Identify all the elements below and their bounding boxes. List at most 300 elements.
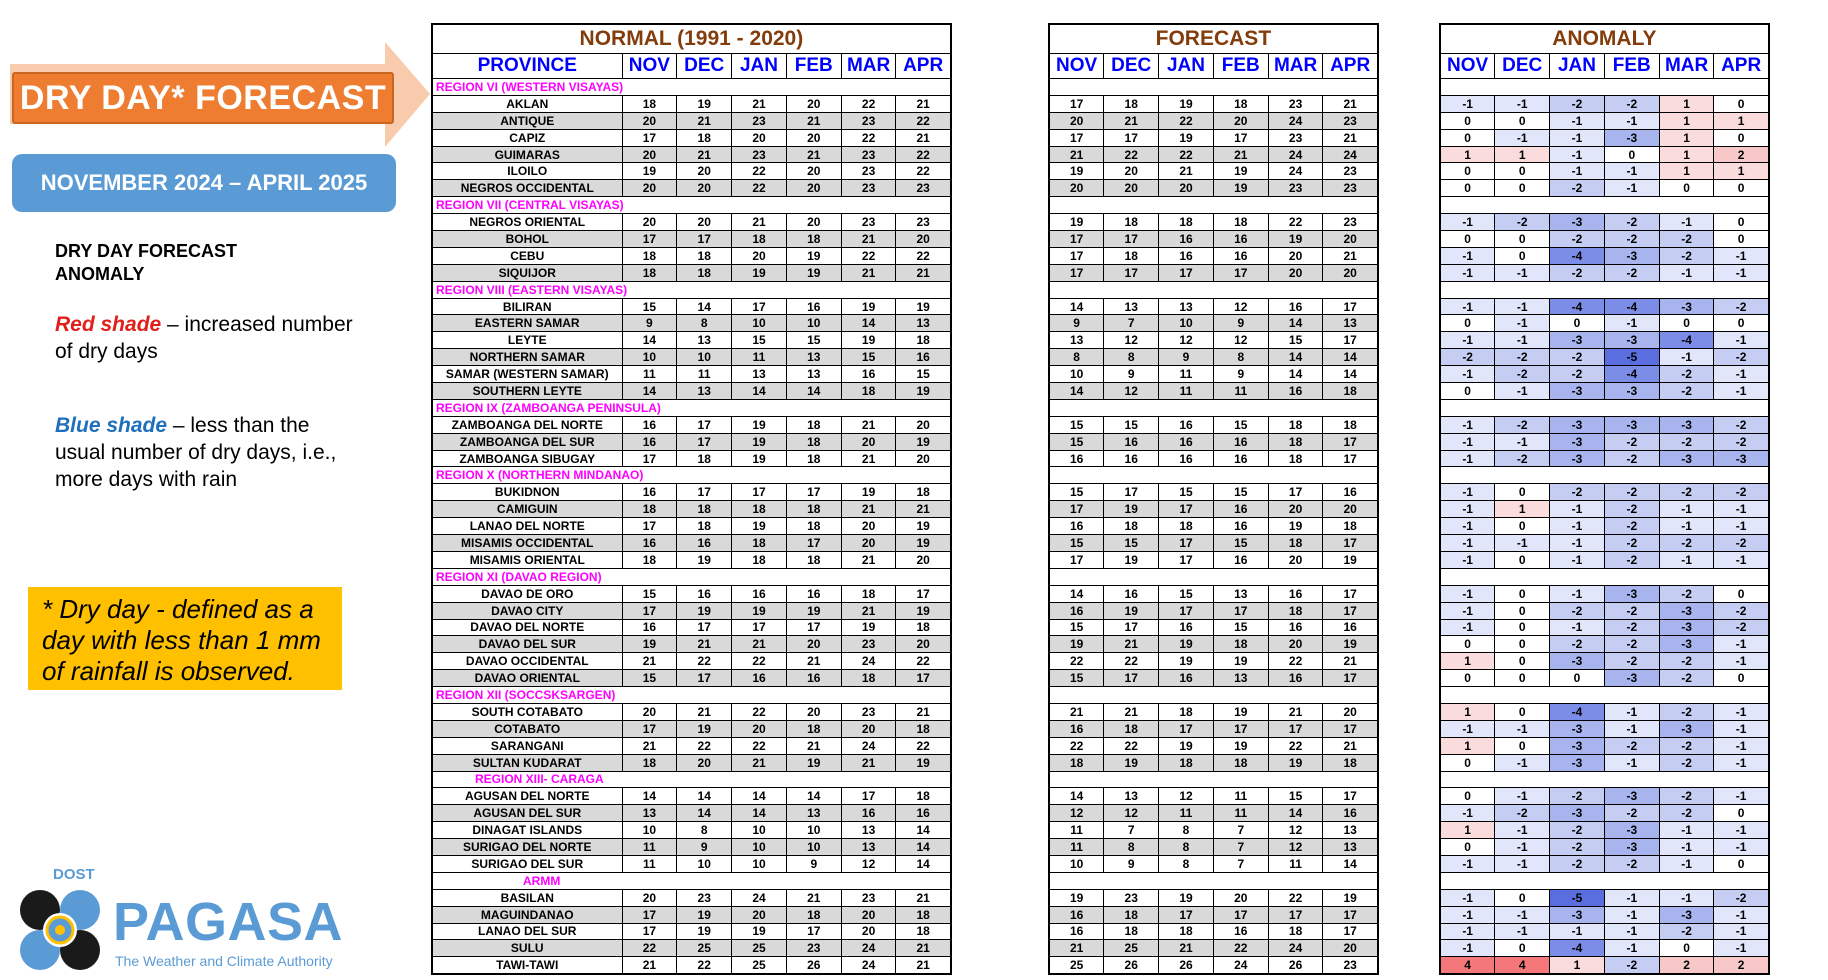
forecast-month-header: JAN	[1159, 54, 1214, 79]
table-row	[1049, 703, 1378, 720]
normal-value-cell: 18	[732, 551, 787, 568]
table-row	[1049, 112, 1378, 129]
forecast-value-cell: 16	[1213, 551, 1268, 568]
anomaly-value-cell: -3	[1659, 450, 1714, 467]
anomaly-header-row	[1440, 54, 1769, 79]
table-row	[432, 754, 951, 771]
normal-value-cell: 19	[622, 163, 677, 180]
normal-value-cell: 20	[732, 129, 787, 146]
forecast-value-cell: 17	[1213, 720, 1268, 737]
table-row	[432, 129, 951, 146]
anomaly-value-cell: -1	[1550, 163, 1605, 180]
province-name: SARANGANI	[432, 737, 622, 754]
forecast-value-cell: 9	[1104, 366, 1159, 383]
forecast-value-cell: 11	[1213, 788, 1268, 805]
normal-value-cell: 19	[732, 416, 787, 433]
region-spacer	[1049, 79, 1378, 96]
normal-value-cell: 17	[732, 484, 787, 501]
table-row	[432, 518, 951, 535]
region-spacer	[1440, 399, 1769, 416]
anomaly-value-cell: -1	[1714, 518, 1769, 535]
normal-value-cell: 20	[841, 720, 896, 737]
table-row	[1049, 670, 1378, 687]
normal-value-cell: 15	[786, 332, 841, 349]
anomaly-value-cell: -1	[1440, 923, 1495, 940]
forecast-value-cell: 26	[1159, 957, 1214, 974]
forecast-value-cell: 9	[1104, 855, 1159, 872]
province-name: ZAMBOANGA DEL NORTE	[432, 416, 622, 433]
forecast-value-cell: 18	[1268, 535, 1323, 552]
forecast-value-cell: 14	[1049, 383, 1104, 400]
province-name: LANAO DEL NORTE	[432, 518, 622, 535]
forecast-value-cell: 18	[1104, 518, 1159, 535]
table-row	[1440, 788, 1769, 805]
normal-month-header: FEB	[786, 54, 841, 79]
forecast-value-cell: 12	[1268, 839, 1323, 856]
normal-value-cell: 21	[786, 112, 841, 129]
pagasa-wordmark: PAGASA	[113, 892, 344, 952]
province-name: MAGUINDANAO	[432, 906, 622, 923]
table-row	[1440, 231, 1769, 248]
forecast-value-cell: 20	[1159, 180, 1214, 197]
region-name: REGION VII (CENTRAL VISAYAS)	[432, 197, 951, 214]
region-spacer	[1440, 197, 1769, 214]
normal-value-cell: 19	[841, 619, 896, 636]
table-row	[432, 247, 951, 264]
normal-value-cell: 14	[786, 383, 841, 400]
normal-header-row	[432, 54, 951, 79]
forecast-value-cell: 17	[1323, 670, 1378, 687]
forecast-value-cell: 19	[1213, 163, 1268, 180]
legend-red	[55, 311, 355, 365]
normal-value-cell: 13	[896, 315, 951, 332]
forecast-table	[1048, 23, 1379, 975]
anomaly-value-cell: -2	[1550, 180, 1605, 197]
forecast-value-cell: 15	[1049, 433, 1104, 450]
table-row	[1440, 95, 1769, 112]
anomaly-value-cell: -1	[1440, 906, 1495, 923]
normal-value-cell: 20	[841, 535, 896, 552]
forecast-value-cell: 17	[1213, 129, 1268, 146]
forecast-value-cell: 17	[1159, 551, 1214, 568]
pagasa-logo	[18, 866, 378, 978]
anomaly-value-cell: -2	[1440, 349, 1495, 366]
forecast-value-cell: 19	[1104, 551, 1159, 568]
normal-value-cell: 17	[677, 231, 732, 248]
normal-value-cell: 16	[622, 484, 677, 501]
forecast-value-cell: 23	[1323, 214, 1378, 231]
anomaly-value-cell: -2	[1604, 535, 1659, 552]
legend-blue	[55, 412, 355, 493]
forecast-value-cell: 16	[1323, 619, 1378, 636]
province-name: BOHOL	[432, 231, 622, 248]
anomaly-value-cell: 0	[1550, 315, 1605, 332]
forecast-value-cell: 17	[1049, 231, 1104, 248]
anomaly-value-cell: -1	[1440, 535, 1495, 552]
forecast-value-cell: 20	[1268, 636, 1323, 653]
anomaly-value-cell: -1	[1495, 720, 1550, 737]
province-name: GUIMARAS	[432, 146, 622, 163]
normal-value-cell: 18	[786, 416, 841, 433]
region-name: REGION XI (DAVAO REGION)	[432, 568, 951, 585]
forecast-value-cell: 21	[1049, 940, 1104, 957]
normal-value-cell: 19	[786, 247, 841, 264]
normal-value-cell: 14	[622, 332, 677, 349]
table-row	[1049, 332, 1378, 349]
table-row	[1049, 653, 1378, 670]
table-row	[1440, 923, 1769, 940]
normal-value-cell: 20	[622, 146, 677, 163]
anomaly-value-cell: -1	[1604, 940, 1659, 957]
normal-value-cell: 17	[622, 129, 677, 146]
province-name: SIQUIJOR	[432, 264, 622, 281]
forecast-value-cell: 13	[1213, 585, 1268, 602]
forecast-value-cell: 15	[1213, 619, 1268, 636]
anomaly-value-cell: -2	[1550, 484, 1605, 501]
table-row	[1049, 180, 1378, 197]
anomaly-value-cell: 0	[1659, 315, 1714, 332]
table-row	[432, 906, 951, 923]
normal-value-cell: 18	[622, 754, 677, 771]
anomaly-value-cell: -2	[1604, 450, 1659, 467]
anomaly-value-cell: -1	[1714, 653, 1769, 670]
normal-value-cell: 16	[622, 416, 677, 433]
table-row	[432, 383, 951, 400]
normal-value-cell: 17	[732, 619, 787, 636]
anomaly-value-cell: 0	[1495, 653, 1550, 670]
anomaly-value-cell: -1	[1440, 416, 1495, 433]
region-row	[432, 399, 951, 416]
table-row	[1049, 535, 1378, 552]
anomaly-value-cell: -1	[1714, 636, 1769, 653]
dost-label: DOST	[53, 866, 95, 883]
anomaly-value-cell: -2	[1550, 636, 1605, 653]
forecast-value-cell: 12	[1159, 788, 1214, 805]
region-spacer	[1440, 687, 1769, 704]
normal-value-cell: 16	[732, 670, 787, 687]
table-row	[1440, 146, 1769, 163]
normal-value-cell: 25	[677, 940, 732, 957]
forecast-value-cell: 15	[1159, 585, 1214, 602]
forecast-value-cell: 21	[1323, 95, 1378, 112]
province-name: ZAMBOANGA DEL SUR	[432, 433, 622, 450]
normal-value-cell: 20	[786, 214, 841, 231]
forecast-value-cell: 19	[1159, 129, 1214, 146]
forecast-value-cell: 17	[1049, 551, 1104, 568]
table-row	[1440, 366, 1769, 383]
anomaly-value-cell: -1	[1604, 112, 1659, 129]
anomaly-value-cell: 0	[1440, 163, 1495, 180]
forecast-value-cell: 12	[1049, 805, 1104, 822]
anomaly-value-cell: 0	[1714, 585, 1769, 602]
forecast-value-cell: 18	[1213, 754, 1268, 771]
anomaly-value-cell: -2	[1714, 602, 1769, 619]
forecast-value-cell: 11	[1268, 855, 1323, 872]
forecast-value-cell: 17	[1159, 720, 1214, 737]
normal-value-cell: 19	[732, 602, 787, 619]
table-row	[432, 788, 951, 805]
region-row	[1440, 568, 1769, 585]
table-row	[1440, 839, 1769, 856]
normal-value-cell: 22	[732, 163, 787, 180]
forecast-value-cell: 16	[1049, 906, 1104, 923]
anomaly-value-cell: -1	[1604, 923, 1659, 940]
normal-value-cell: 21	[896, 889, 951, 906]
normal-value-cell: 21	[896, 940, 951, 957]
table-row	[1049, 433, 1378, 450]
normal-value-cell: 16	[786, 585, 841, 602]
anomaly-value-cell: -1	[1604, 703, 1659, 720]
province-name: LEYTE	[432, 332, 622, 349]
anomaly-value-cell: -1	[1440, 484, 1495, 501]
table-row	[1440, 822, 1769, 839]
anomaly-value-cell: -2	[1604, 95, 1659, 112]
table-row	[432, 822, 951, 839]
forecast-value-cell: 18	[1323, 518, 1378, 535]
anomaly-value-cell: -2	[1604, 602, 1659, 619]
region-row	[1440, 771, 1769, 788]
forecast-value-cell: 12	[1104, 805, 1159, 822]
normal-value-cell: 19	[896, 433, 951, 450]
forecast-value-cell: 14	[1268, 315, 1323, 332]
table-row	[432, 214, 951, 231]
anomaly-value-cell: -3	[1659, 602, 1714, 619]
anomaly-value-cell: 0	[1495, 231, 1550, 248]
forecast-value-cell: 18	[1268, 450, 1323, 467]
normal-value-cell: 16	[841, 805, 896, 822]
table-row	[1049, 923, 1378, 940]
normal-value-cell: 20	[786, 703, 841, 720]
anomaly-value-cell: -1	[1714, 703, 1769, 720]
table-row	[1440, 450, 1769, 467]
anomaly-value-cell: -1	[1714, 906, 1769, 923]
anomaly-value-cell: -3	[1604, 788, 1659, 805]
table-row	[432, 450, 951, 467]
normal-value-cell: 22	[732, 653, 787, 670]
forecast-value-cell: 17	[1323, 298, 1378, 315]
anomaly-value-cell: -3	[1659, 416, 1714, 433]
normal-value-cell: 14	[896, 855, 951, 872]
anomaly-value-cell: -1	[1550, 551, 1605, 568]
forecast-value-cell: 10	[1159, 315, 1214, 332]
anomaly-value-cell: -2	[1659, 366, 1714, 383]
anomaly-value-cell: 0	[1495, 518, 1550, 535]
anomaly-value-cell: 0	[1495, 670, 1550, 687]
anomaly-value-cell: -2	[1604, 636, 1659, 653]
anomaly-value-cell: -2	[1604, 484, 1659, 501]
forecast-value-cell: 20	[1323, 231, 1378, 248]
anomaly-value-cell: 0	[1550, 670, 1605, 687]
anomaly-value-cell: -1	[1659, 349, 1714, 366]
forecast-value-cell: 15	[1213, 416, 1268, 433]
normal-value-cell: 17	[622, 231, 677, 248]
legend-red-desc: – increased number of dry days	[55, 313, 353, 363]
normal-value-cell: 10	[732, 315, 787, 332]
forecast-value-cell: 9	[1213, 366, 1268, 383]
forecast-value-cell: 23	[1268, 180, 1323, 197]
normal-value-cell: 22	[732, 737, 787, 754]
forecast-value-cell: 7	[1104, 822, 1159, 839]
anomaly-value-cell: -1	[1495, 129, 1550, 146]
forecast-value-cell: 16	[1159, 231, 1214, 248]
normal-value-cell: 19	[732, 450, 787, 467]
table-row	[1440, 264, 1769, 281]
normal-value-cell: 13	[841, 839, 896, 856]
normal-value-cell: 20	[786, 163, 841, 180]
normal-value-cell: 14	[841, 315, 896, 332]
forecast-value-cell: 10	[1049, 366, 1104, 383]
legend-blue-desc: – less than the usual number of dry days, i.e., more days with rain	[55, 414, 337, 491]
normal-value-cell: 21	[896, 957, 951, 974]
forecast-value-cell: 25	[1049, 957, 1104, 974]
forecast-value-cell: 17	[1104, 670, 1159, 687]
normal-value-cell: 16	[841, 366, 896, 383]
anomaly-value-cell: -2	[1604, 518, 1659, 535]
anomaly-value-cell: -3	[1550, 214, 1605, 231]
table-row	[1440, 670, 1769, 687]
normal-value-cell: 25	[732, 940, 787, 957]
normal-value-cell: 17	[732, 298, 787, 315]
forecast-value-cell: 14	[1049, 788, 1104, 805]
anomaly-value-cell: 0	[1440, 636, 1495, 653]
normal-value-cell: 17	[622, 450, 677, 467]
table-row	[1049, 383, 1378, 400]
forecast-value-cell: 17	[1323, 535, 1378, 552]
anomaly-value-cell: -1	[1550, 923, 1605, 940]
forecast-value-cell: 16	[1213, 231, 1268, 248]
region-spacer	[1049, 467, 1378, 484]
table-row	[1440, 433, 1769, 450]
normal-value-cell: 13	[677, 332, 732, 349]
forecast-value-cell: 18	[1213, 214, 1268, 231]
forecast-value-cell: 17	[1323, 788, 1378, 805]
region-spacer	[1049, 197, 1378, 214]
normal-value-cell: 15	[732, 332, 787, 349]
anomaly-value-cell: -3	[1604, 416, 1659, 433]
province-name: DAVAO DE ORO	[432, 585, 622, 602]
normal-value-cell: 17	[677, 670, 732, 687]
normal-value-cell: 21	[732, 636, 787, 653]
normal-value-cell: 21	[786, 146, 841, 163]
normal-value-cell: 16	[786, 670, 841, 687]
normal-value-cell: 18	[677, 247, 732, 264]
anomaly-value-cell: -1	[1604, 163, 1659, 180]
forecast-value-cell: 16	[1159, 247, 1214, 264]
anomaly-value-cell: -2	[1659, 535, 1714, 552]
anomaly-title-row	[1440, 24, 1769, 54]
anomaly-value-cell: -3	[1714, 450, 1769, 467]
normal-value-cell: 18	[622, 551, 677, 568]
forecast-value-cell: 20	[1213, 889, 1268, 906]
anomaly-value-cell: -3	[1550, 383, 1605, 400]
anomaly-value-cell: -1	[1659, 855, 1714, 872]
forecast-value-cell: 17	[1104, 129, 1159, 146]
forecast-value-cell: 19	[1213, 703, 1268, 720]
anomaly-value-cell: -3	[1550, 906, 1605, 923]
anomaly-value-cell: -2	[1604, 855, 1659, 872]
forecast-title: DRY DAY* FORECAST	[12, 72, 394, 124]
table-row	[1440, 535, 1769, 552]
forecast-value-cell: 21	[1268, 703, 1323, 720]
normal-value-cell: 23	[841, 112, 896, 129]
table-row	[1049, 737, 1378, 754]
forecast-value-cell: 20	[1268, 501, 1323, 518]
anomaly-value-cell: -4	[1604, 366, 1659, 383]
anomaly-value-cell: 0	[1440, 839, 1495, 856]
anomaly-value-cell: -2	[1659, 585, 1714, 602]
forecast-value-cell: 19	[1213, 180, 1268, 197]
normal-value-cell: 21	[677, 112, 732, 129]
normal-value-cell: 20	[786, 636, 841, 653]
forecast-value-cell: 17	[1159, 906, 1214, 923]
region-spacer	[1049, 281, 1378, 298]
forecast-value-cell: 16	[1323, 805, 1378, 822]
forecast-value-cell: 19	[1213, 737, 1268, 754]
anomaly-value-cell: -3	[1604, 247, 1659, 264]
forecast-value-cell: 19	[1213, 653, 1268, 670]
normal-value-cell: 20	[622, 112, 677, 129]
anomaly-value-cell: -1	[1440, 720, 1495, 737]
normal-value-cell: 19	[841, 298, 896, 315]
forecast-month-header: FEB	[1213, 54, 1268, 79]
normal-value-cell: 10	[732, 855, 787, 872]
normal-value-cell: 23	[841, 703, 896, 720]
forecast-value-cell: 21	[1104, 703, 1159, 720]
normal-value-cell: 10	[622, 349, 677, 366]
normal-value-cell: 10	[786, 839, 841, 856]
normal-value-cell: 17	[896, 585, 951, 602]
normal-value-cell: 23	[786, 940, 841, 957]
province-name: MISAMIS OCCIDENTAL	[432, 535, 622, 552]
forecast-value-cell: 18	[1159, 923, 1214, 940]
anomaly-value-cell: -1	[1440, 214, 1495, 231]
forecast-value-cell: 26	[1268, 957, 1323, 974]
anomaly-value-cell: 0	[1440, 315, 1495, 332]
forecast-value-cell: 17	[1159, 501, 1214, 518]
anomaly-value-cell: -2	[1495, 450, 1550, 467]
forecast-value-cell: 18	[1104, 906, 1159, 923]
anomaly-value-cell: 0	[1495, 602, 1550, 619]
anomaly-value-cell: -3	[1550, 653, 1605, 670]
table-row	[1440, 720, 1769, 737]
table-row	[1440, 940, 1769, 957]
anomaly-value-cell: 0	[1495, 703, 1550, 720]
normal-value-cell: 14	[622, 788, 677, 805]
province-name: SULTAN KUDARAT	[432, 754, 622, 771]
region-spacer	[1440, 771, 1769, 788]
table-row	[432, 551, 951, 568]
forecast-value-cell: 13	[1049, 332, 1104, 349]
forecast-value-cell: 19	[1159, 889, 1214, 906]
normal-value-cell: 23	[841, 163, 896, 180]
anomaly-value-cell: -2	[1550, 855, 1605, 872]
forecast-value-cell: 9	[1159, 349, 1214, 366]
anomaly-value-cell: -2	[1659, 433, 1714, 450]
forecast-value-cell: 23	[1323, 163, 1378, 180]
forecast-value-cell: 19	[1104, 501, 1159, 518]
forecast-value-cell: 16	[1049, 602, 1104, 619]
forecast-value-cell: 21	[1213, 146, 1268, 163]
forecast-value-cell: 11	[1049, 822, 1104, 839]
normal-value-cell: 11	[622, 839, 677, 856]
normal-value-cell: 20	[841, 518, 896, 535]
forecast-value-cell: 17	[1323, 923, 1378, 940]
normal-value-cell: 16	[732, 585, 787, 602]
normal-value-cell: 22	[896, 112, 951, 129]
table-row	[1049, 163, 1378, 180]
table-row	[1049, 720, 1378, 737]
forecast-month-header: NOV	[1049, 54, 1104, 79]
